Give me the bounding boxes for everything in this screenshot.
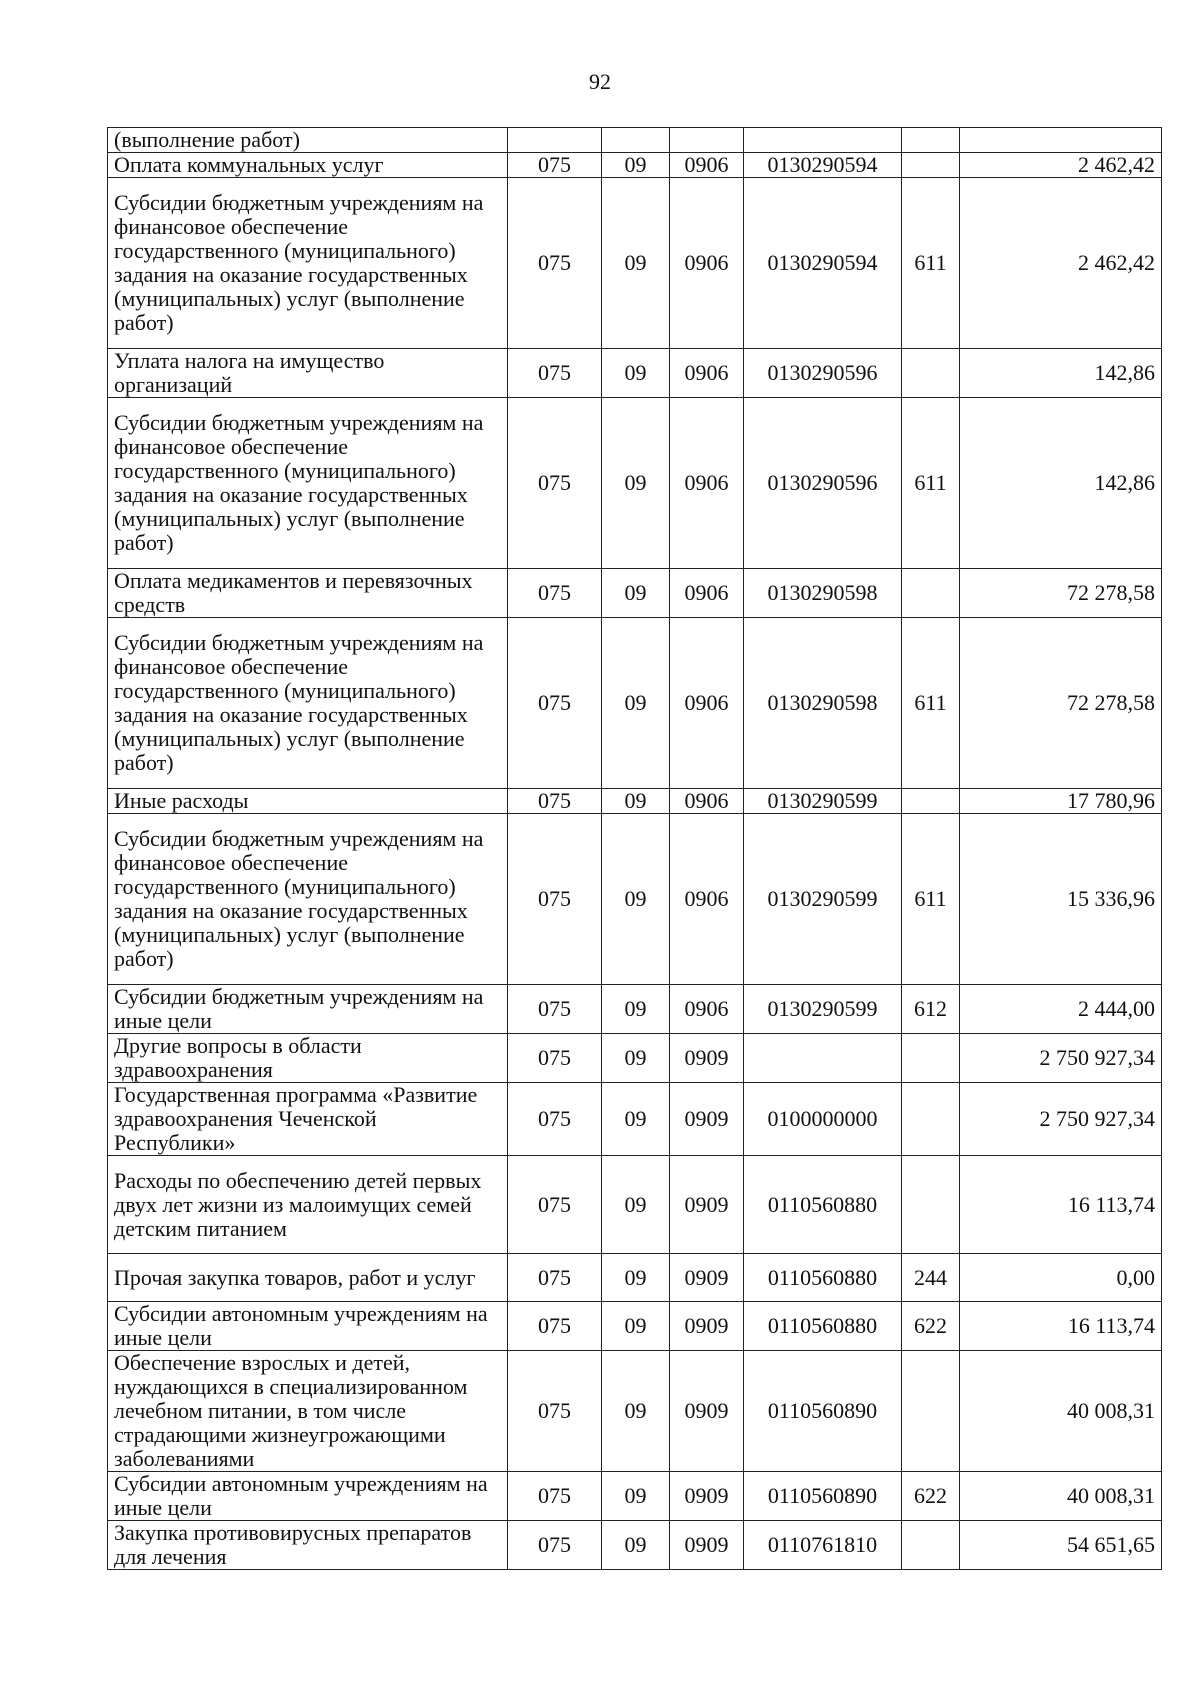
cell-pr: 0906 xyxy=(670,569,744,618)
cell-rz: 09 xyxy=(602,1034,670,1083)
cell-vr: 611 xyxy=(902,398,960,569)
cell-name: (выполнение работ) xyxy=(108,128,508,153)
cell-name: Субсидии бюджетным учреждениям на иные цели xyxy=(108,985,508,1034)
budget-table xyxy=(107,127,1162,1570)
cell-sum: 2 462,42 xyxy=(960,153,1162,178)
table-row xyxy=(108,1472,1162,1521)
cell-vr xyxy=(902,789,960,814)
cell-vr xyxy=(902,349,960,398)
cell-sum: 17 780,96 xyxy=(960,789,1162,814)
table-row xyxy=(108,1156,1162,1254)
cell-sum xyxy=(960,128,1162,153)
cell-vr: 611 xyxy=(902,178,960,349)
cell-vr xyxy=(902,1083,960,1156)
cell-csr: 0130290594 xyxy=(744,178,902,349)
cell-rz: 09 xyxy=(602,985,670,1034)
cell-pr: 0906 xyxy=(670,814,744,985)
cell-rz: 09 xyxy=(602,349,670,398)
table-row xyxy=(108,789,1162,814)
cell-sum: 40 008,31 xyxy=(960,1472,1162,1521)
cell-ved: 075 xyxy=(508,1254,602,1302)
cell-name: Уплата налога на имущество организаций xyxy=(108,349,508,398)
cell-vr: 612 xyxy=(902,985,960,1034)
cell-sum: 72 278,58 xyxy=(960,618,1162,789)
cell-ved: 075 xyxy=(508,1302,602,1351)
cell-csr: 0130290599 xyxy=(744,789,902,814)
cell-ved xyxy=(508,128,602,153)
cell-csr: 0130290596 xyxy=(744,398,902,569)
cell-pr: 0906 xyxy=(670,985,744,1034)
cell-csr: 0110761810 xyxy=(744,1521,902,1570)
cell-vr: 244 xyxy=(902,1254,960,1302)
cell-pr: 0909 xyxy=(670,1156,744,1254)
cell-pr: 0906 xyxy=(670,178,744,349)
cell-sum: 2 750 927,34 xyxy=(960,1083,1162,1156)
table-row xyxy=(108,398,1162,569)
cell-ved: 075 xyxy=(508,618,602,789)
cell-name: Субсидии автономным учреждениям на иные цели xyxy=(108,1472,508,1521)
cell-vr xyxy=(902,1521,960,1570)
cell-csr: 0130290598 xyxy=(744,569,902,618)
table-row xyxy=(108,1254,1162,1302)
cell-ved: 075 xyxy=(508,153,602,178)
table-row xyxy=(108,985,1162,1034)
cell-rz: 09 xyxy=(602,178,670,349)
cell-sum: 40 008,31 xyxy=(960,1351,1162,1472)
cell-vr: 622 xyxy=(902,1302,960,1351)
cell-rz: 09 xyxy=(602,1351,670,1472)
cell-ved: 075 xyxy=(508,569,602,618)
cell-csr xyxy=(744,128,902,153)
cell-vr xyxy=(902,153,960,178)
cell-name: Субсидии бюджетным учреждениям на финансовое обеспечение государственного (муниципального) задания на оказание государственных (муниципальных) услуг (выполнение работ) xyxy=(108,178,508,349)
cell-csr: 0130290594 xyxy=(744,153,902,178)
cell-sum: 72 278,58 xyxy=(960,569,1162,618)
cell-name: Субсидии бюджетным учреждениям на финансовое обеспечение государственного (муниципального) задания на оказание государственных (муниципальных) услуг (выполнение работ) xyxy=(108,398,508,569)
table-row xyxy=(108,178,1162,349)
cell-ved: 075 xyxy=(508,1083,602,1156)
cell-name: Другие вопросы в области здравоохранения xyxy=(108,1034,508,1083)
cell-csr: 0130290596 xyxy=(744,349,902,398)
cell-pr: 0906 xyxy=(670,153,744,178)
cell-ved: 075 xyxy=(508,814,602,985)
table-row xyxy=(108,1083,1162,1156)
cell-sum: 0,00 xyxy=(960,1254,1162,1302)
cell-vr: 622 xyxy=(902,1472,960,1521)
cell-csr: 0130290598 xyxy=(744,618,902,789)
cell-name: Государственная программа «Развитие здравоохранения Чеченской Республики» xyxy=(108,1083,508,1156)
cell-csr: 0130290599 xyxy=(744,985,902,1034)
cell-sum: 2 444,00 xyxy=(960,985,1162,1034)
cell-vr xyxy=(902,1351,960,1472)
cell-ved: 075 xyxy=(508,398,602,569)
table-body xyxy=(108,128,1162,1570)
cell-name: Оплата коммунальных услуг xyxy=(108,153,508,178)
cell-rz: 09 xyxy=(602,1302,670,1351)
cell-pr: 0906 xyxy=(670,789,744,814)
table-row xyxy=(108,128,1162,153)
cell-pr xyxy=(670,128,744,153)
cell-vr xyxy=(902,1034,960,1083)
cell-rz: 09 xyxy=(602,789,670,814)
cell-rz xyxy=(602,128,670,153)
cell-name: Субсидии бюджетным учреждениям на финансовое обеспечение государственного (муниципального) задания на оказание государственных (муниципальных) услуг (выполнение работ) xyxy=(108,814,508,985)
cell-pr: 0909 xyxy=(670,1083,744,1156)
table-row xyxy=(108,1521,1162,1570)
cell-pr: 0906 xyxy=(670,349,744,398)
cell-rz: 09 xyxy=(602,1521,670,1570)
cell-rz: 09 xyxy=(602,1472,670,1521)
cell-sum: 2 750 927,34 xyxy=(960,1034,1162,1083)
cell-name: Закупка противовирусных препаратов для лечения xyxy=(108,1521,508,1570)
table-row xyxy=(108,618,1162,789)
cell-rz: 09 xyxy=(602,618,670,789)
cell-csr: 0110560880 xyxy=(744,1156,902,1254)
table-row xyxy=(108,153,1162,178)
cell-pr: 0909 xyxy=(670,1351,744,1472)
cell-sum: 142,86 xyxy=(960,398,1162,569)
cell-sum: 16 113,74 xyxy=(960,1156,1162,1254)
cell-rz: 09 xyxy=(602,1083,670,1156)
cell-ved: 075 xyxy=(508,178,602,349)
cell-sum: 142,86 xyxy=(960,349,1162,398)
cell-rz: 09 xyxy=(602,1254,670,1302)
cell-pr: 0909 xyxy=(670,1521,744,1570)
cell-ved: 075 xyxy=(508,1351,602,1472)
cell-ved: 075 xyxy=(508,1156,602,1254)
cell-name: Субсидии автономным учреждениям на иные цели xyxy=(108,1302,508,1351)
cell-vr xyxy=(902,128,960,153)
table-row xyxy=(108,1351,1162,1472)
table-row xyxy=(108,569,1162,618)
cell-name: Расходы по обеспечению детей первых двух лет жизни из малоимущих семей детским питанием xyxy=(108,1156,508,1254)
cell-csr: 0130290599 xyxy=(744,814,902,985)
cell-sum: 54 651,65 xyxy=(960,1521,1162,1570)
cell-pr: 0909 xyxy=(670,1302,744,1351)
cell-ved: 075 xyxy=(508,349,602,398)
cell-vr xyxy=(902,569,960,618)
table-row xyxy=(108,814,1162,985)
cell-pr: 0909 xyxy=(670,1034,744,1083)
cell-sum: 16 113,74 xyxy=(960,1302,1162,1351)
cell-pr: 0906 xyxy=(670,398,744,569)
cell-ved: 075 xyxy=(508,789,602,814)
table-row xyxy=(108,1302,1162,1351)
cell-ved: 075 xyxy=(508,985,602,1034)
cell-vr: 611 xyxy=(902,618,960,789)
table-row xyxy=(108,349,1162,398)
cell-csr: 0100000000 xyxy=(744,1083,902,1156)
cell-pr: 0906 xyxy=(670,618,744,789)
cell-pr: 0909 xyxy=(670,1472,744,1521)
cell-ved: 075 xyxy=(508,1034,602,1083)
cell-ved: 075 xyxy=(508,1472,602,1521)
cell-name: Оплата медикаментов и перевязочных средств xyxy=(108,569,508,618)
cell-name: Обеспечение взрослых и детей, нуждающихся в специализированном лечебном питании, в том числе страдающими жизнеугрожающими заболеваниями xyxy=(108,1351,508,1472)
cell-csr: 0110560880 xyxy=(744,1254,902,1302)
cell-vr: 611 xyxy=(902,814,960,985)
cell-name: Субсидии бюджетным учреждениям на финансовое обеспечение государственного (муниципального) задания на оказание государственных (муниципальных) услуг (выполнение работ) xyxy=(108,618,508,789)
cell-rz: 09 xyxy=(602,398,670,569)
cell-name: Прочая закупка товаров, работ и услуг xyxy=(108,1254,508,1302)
cell-rz: 09 xyxy=(602,569,670,618)
cell-csr: 0110560890 xyxy=(744,1351,902,1472)
cell-rz: 09 xyxy=(602,1156,670,1254)
cell-rz: 09 xyxy=(602,153,670,178)
cell-sum: 15 336,96 xyxy=(960,814,1162,985)
cell-rz: 09 xyxy=(602,814,670,985)
cell-name: Иные расходы xyxy=(108,789,508,814)
cell-sum: 2 462,42 xyxy=(960,178,1162,349)
cell-csr: 0110560880 xyxy=(744,1302,902,1351)
cell-ved: 075 xyxy=(508,1521,602,1570)
cell-pr: 0909 xyxy=(670,1254,744,1302)
cell-csr: 0110560890 xyxy=(744,1472,902,1521)
cell-vr xyxy=(902,1156,960,1254)
page-number: 92 xyxy=(589,69,611,94)
cell-csr xyxy=(744,1034,902,1083)
table-row xyxy=(108,1034,1162,1083)
